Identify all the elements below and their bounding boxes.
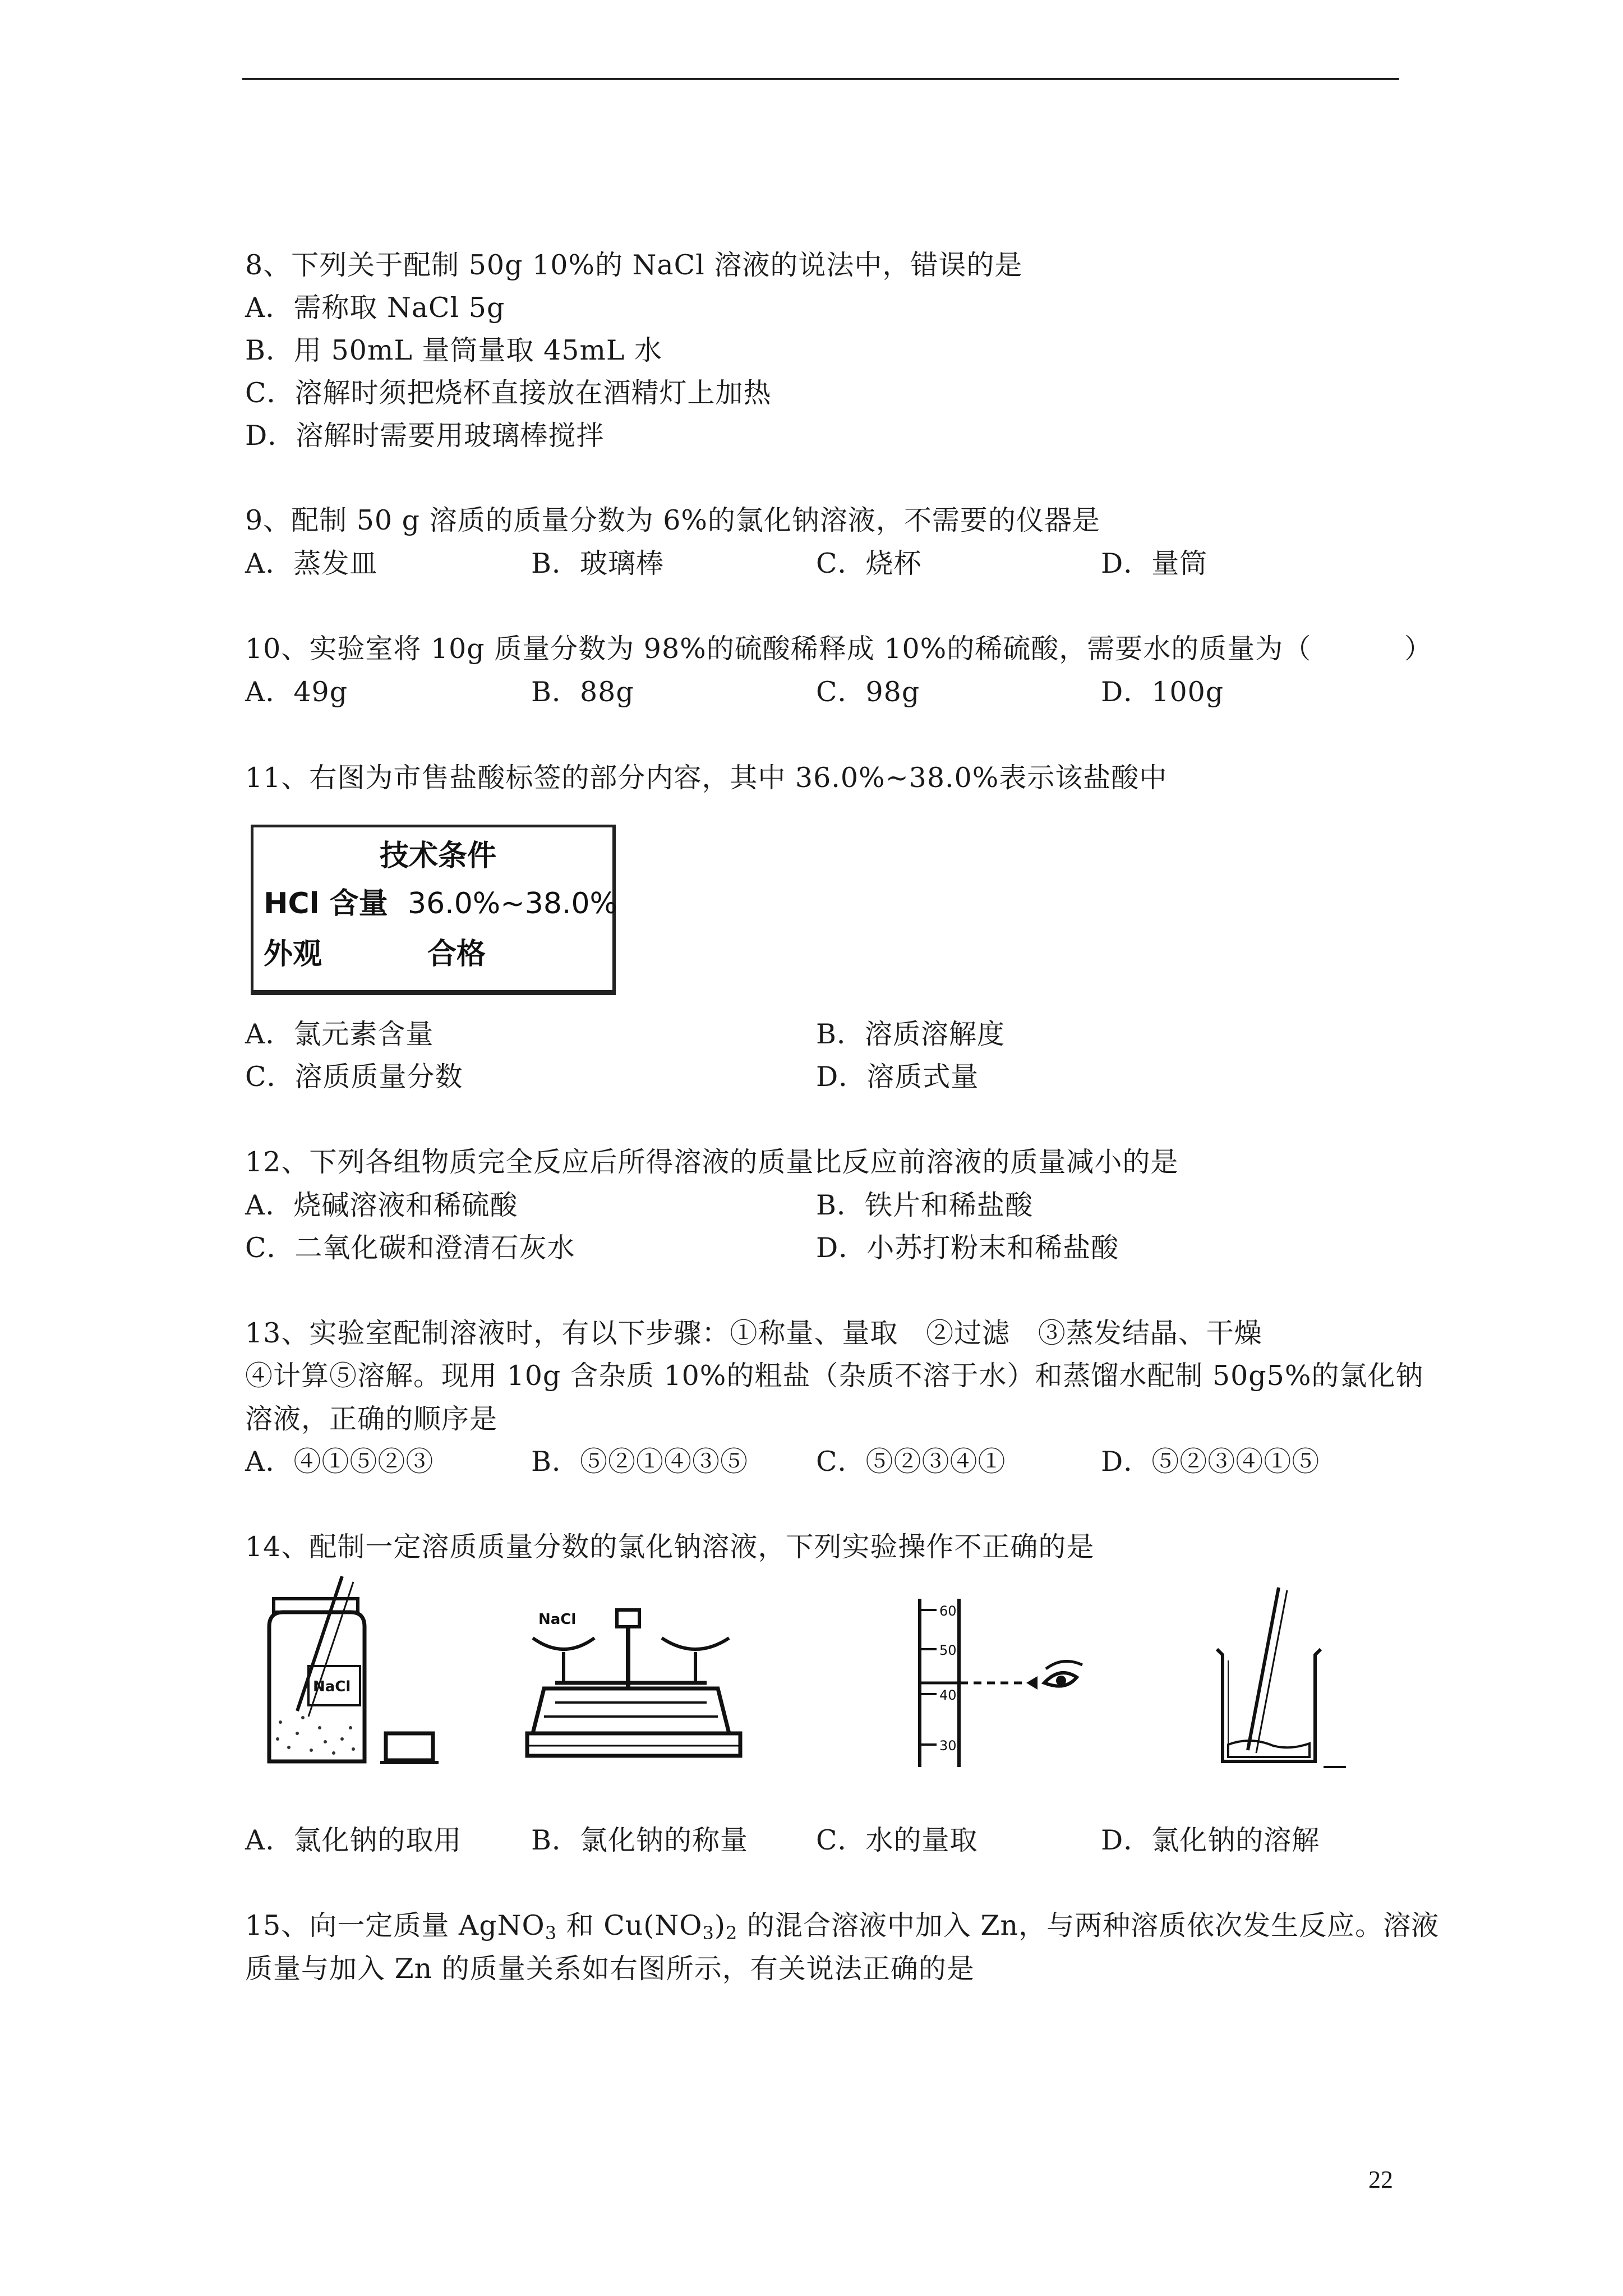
q12-option-c: C．二氧化碳和澄清石灰水 (245, 1232, 575, 1264)
q13-stem-line3: 溶液，正确的顺序是 (245, 1403, 498, 1435)
q14-option-a: A．氯化钠的取用 (245, 1824, 462, 1856)
balance-figure (522, 1599, 746, 1773)
q9-option-d: D．量筒 (1101, 547, 1208, 579)
hcl-label-figure (251, 825, 616, 995)
q11-option-d: D．溶质式量 (816, 1061, 979, 1093)
label-appearance-name: 外观 (264, 937, 322, 971)
q12-stem: 12、下列各组物质完全反应后所得溶液的质量比反应前溶液的质量减小的是 (245, 1146, 1179, 1178)
page-number: 22 (1368, 2166, 1393, 2193)
q11-option-c: C．溶质质量分数 (245, 1061, 463, 1093)
q8-option-d: D．溶解时需要用玻璃棒搅拌 (245, 420, 605, 452)
q9-option-b: B．玻璃棒 (531, 547, 665, 579)
q12-option-b: B．铁片和稀盐酸 (816, 1189, 1034, 1221)
reagent-jar-figure (258, 1571, 449, 1773)
q9-option-a: A．蒸发皿 (245, 547, 378, 579)
q11-stem: 11、右图为市售盐酸标签的部分内容，其中 36.0%~38.0%表示该盐酸中 (245, 762, 1168, 794)
q9-option-c: C．烧杯 (816, 547, 922, 579)
q14-stem: 14、配制一定溶质质量分数的氯化钠溶液，下列实验操作不正确的是 (245, 1531, 1095, 1563)
q10-stem: 10、实验室将 10g 质量分数为 98%的硫酸稀释成 10%的稀硫酸，需要水的质量为（ ） (245, 633, 1432, 665)
q10-option-b: B．88g (531, 676, 634, 708)
q13-option-b: B．⑤②①④③⑤ (531, 1446, 749, 1478)
beaker-figure (1195, 1582, 1352, 1773)
jar-label-text: NaCl (313, 1678, 351, 1695)
q15-stem-line1: 15、向一定质量 AgNO$_3$ 和 $Cu(NO_3)_2$ 的混合溶液中加入 Zn，与两种溶质依次发生反应。溶液 (245, 1910, 1440, 1944)
label-title: 技术条件 (380, 839, 497, 873)
q13-option-a: A．④①⑤②③ (245, 1446, 434, 1478)
q13-option-d: D．⑤②③④①⑤ (1101, 1446, 1320, 1478)
q12-option-d: D．小苏打粉末和稀盐酸 (816, 1232, 1119, 1264)
label-appearance-value: 合格 (427, 937, 486, 971)
cylinder-figure (897, 1593, 1110, 1773)
header-rule (242, 78, 1399, 80)
q8-option-c: C．溶解时须把烧杯直接放在酒精灯上加热 (245, 377, 772, 409)
q8-option-b: B．用 50mL 量筒量取 45mL 水 (245, 334, 663, 366)
q14-option-d: D．氯化钠的溶解 (1101, 1824, 1320, 1856)
q14-option-c: C．水的量取 (816, 1824, 978, 1856)
cylinder-mark-50: 50 (939, 1642, 957, 1658)
q8-stem: 8、下列关于配制 50g 10%的 NaCl 溶液的说法中，错误的是 (245, 249, 1023, 281)
q14-option-b: B．氯化钠的称量 (531, 1824, 749, 1856)
q15-stem-line2: 质量与加入 Zn 的质量关系如右图所示，有关说法正确的是 (245, 1953, 975, 1985)
label-hcl-name: HCl 含量 (264, 887, 388, 921)
q13-stem-line1: 13、实验室配制溶液时，有以下步骤：①称量、量取 ②过滤 ③蒸发结晶、干燥 (245, 1317, 1262, 1349)
q10-option-d: D．100g (1101, 676, 1224, 708)
label-hcl-value: 36.0%~38.0% (408, 887, 617, 921)
balance-nacl-text: NaCl (538, 1611, 577, 1628)
cylinder-mark-40: 40 (939, 1687, 957, 1703)
q10-option-c: C．98g (816, 676, 920, 708)
q13-stem-line2: ④计算⑤溶解。现用 10g 含杂质 10%的粗盐（杂质不溶于水）和蒸馏水配制 50g5%的氯化钠 (245, 1360, 1424, 1392)
q12-option-a: A．烧碱溶液和稀硫酸 (245, 1189, 518, 1221)
q8-option-a: A．需称取 NaCl 5g (245, 292, 505, 324)
cylinder-mark-30: 30 (939, 1738, 957, 1754)
q13-option-c: C．⑤②③④① (816, 1446, 1006, 1478)
q11-option-b: B．溶质溶解度 (816, 1018, 1006, 1050)
q10-option-a: A．49g (245, 676, 348, 708)
q11-option-a: A．氯元素含量 (245, 1018, 434, 1050)
q9-stem: 9、配制 50 g 溶质的质量分数为 6%的氯化钠溶液，不需要的仪器是 (245, 504, 1100, 536)
cylinder-mark-60: 60 (939, 1603, 957, 1619)
